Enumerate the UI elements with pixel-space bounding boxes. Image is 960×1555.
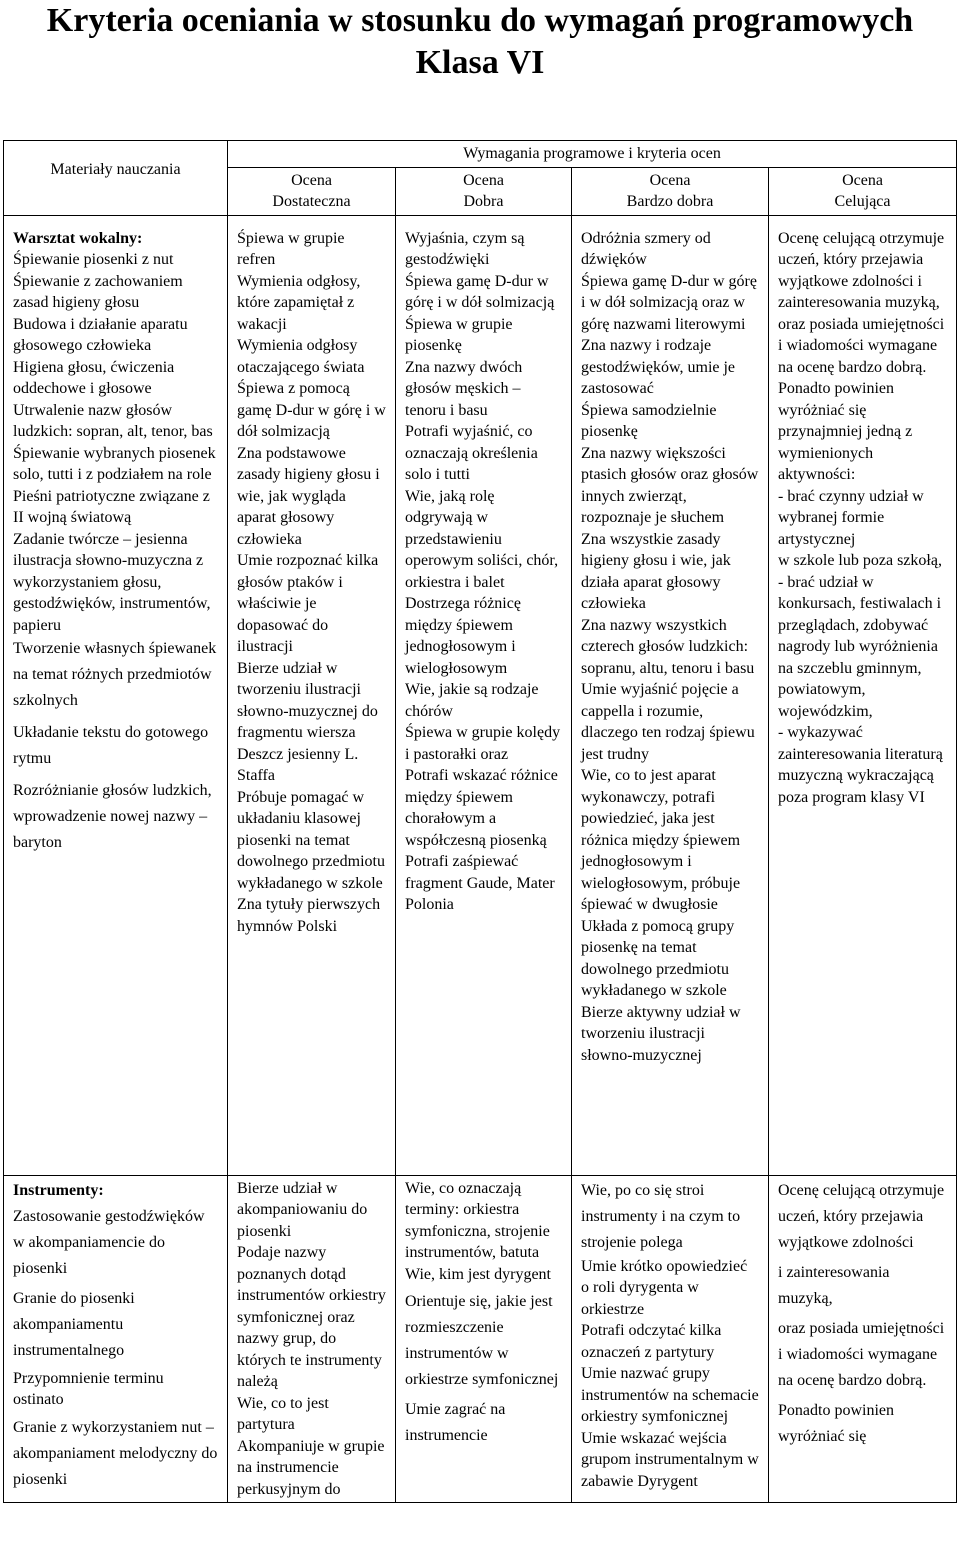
cell-celujaca — [769, 1175, 957, 1503]
column-header-grade: Dobra — [463, 193, 504, 210]
cell-dobra — [396, 1175, 572, 1503]
list-item: Granie z wykorzystaniem nut – akompaniament melodyczny do piosenki — [13, 1418, 218, 1488]
list-item: Śpiewanie wybranych piosenek solo, tutti i z podziałem na role — [13, 444, 216, 483]
cell-bardzo-dobra — [572, 1175, 769, 1503]
list-item: Śpiewa gamę D-dur w górę i w dół solmizacją oraz w górę nazwami literowymi — [581, 272, 757, 333]
list-item: Wie, kim jest dyrygent — [405, 1265, 551, 1283]
list-item: Dostrzega różnicę między śpiewem jednogłosowym i wielogłosowym — [405, 595, 521, 677]
dobra-list — [405, 1178, 562, 1450]
column-header-grade: Celująca — [834, 193, 891, 210]
list-item: Rozróżnianie głosów ludzkich, wprowadzenie nowej nazwy – baryton — [13, 782, 212, 851]
page-subtitle: Klasa VI — [415, 44, 545, 81]
column-header-label: Ocena — [291, 171, 332, 189]
list-item: - wykazywać zainteresowania literaturą muzyczną wykraczającą poza program klasy VI — [778, 724, 943, 806]
list-item: Zna nazwy dwóch głosów męskich – tenoru i basu — [405, 358, 523, 419]
list-item: Wie, co oznaczają terminy: orkiestra symfoniczna, strojenie instrumentów, batuta — [405, 1179, 550, 1261]
list-item: - brać udział w konkursach, festiwalach i przeglądach, zdobywać nagrody lub wyróżnienia na szczeblu gminnym, powiatowym, wojewódzkim, — [778, 573, 942, 720]
bardzo-dobra-list — [581, 1178, 759, 1493]
list-item: oraz posiada umiejętności i wiadomości wymagane na ocenę bardzo dobrą. — [778, 315, 945, 376]
list-item: Śpiewa w grupie piosenkę — [405, 315, 513, 354]
cell-materials — [4, 1175, 228, 1503]
column-header-materials-label: Materiały nauczania — [50, 161, 181, 178]
materials-list — [13, 1178, 218, 1493]
list-item: Budowa i działanie aparatu głosowego człowieka — [13, 315, 188, 354]
list-item: Pieśni patriotyczne związane z II wojną światową — [13, 487, 210, 526]
list-item: Śpiewanie piosenki z nut — [13, 251, 174, 268]
list-item: w szkole lub poza szkołą, — [778, 552, 942, 569]
list-item: Utrwalenie nazw głosów ludzkich: sopran, alt, tenor, bas — [13, 401, 213, 440]
list-item: Układanie tekstu do gotowego rytmu — [13, 724, 209, 767]
list-item: Granie do piosenki akompaniamentu instrumentalnego — [13, 1289, 135, 1359]
list-item: Umie nazwać grupy instrumentów na schemacie orkiestry symfonicznej — [581, 1365, 759, 1425]
column-header-dostateczna — [228, 167, 396, 215]
column-header-dobra — [396, 167, 572, 215]
column-header-materials — [4, 141, 228, 216]
dobra-list — [405, 218, 562, 916]
table-group-header-row — [4, 141, 957, 168]
list-item: Zna nazwy wszystkich czterech głosów ludzkich: sopranu, altu, tenoru i basu — [581, 616, 755, 677]
list-item: Umie wskazać wejścia grupom instrumentalnym w zabawie Dyrygent — [581, 1429, 759, 1490]
bardzo-dobra-list — [581, 218, 759, 1067]
cell-materials — [4, 215, 228, 1175]
list-item: Umie rozpoznać kilka głosów ptaków i właściwie je dopasować do ilustracji — [237, 552, 379, 655]
list-item: Akompaniuje w grupie na instrumencie perkusyjnym do — [237, 1437, 385, 1498]
dostateczna-list — [237, 218, 386, 938]
celujaca-list — [778, 1178, 947, 1450]
materials-list — [13, 218, 218, 857]
column-header-label: Ocena — [842, 171, 883, 189]
list-item: Podaje nazwy poznanych dotąd instrumentów orkiestry symfonicznej oraz nazwy grup, do których te instrumenty należą — [237, 1244, 386, 1390]
list-item: Próbuje pomagać w układaniu klasowej piosenki na temat dowolnego przedmiotu wykładanego w szkole — [237, 788, 385, 892]
list-item: Ocenę celującą otrzymuje uczeń, który przejawia wyjątkowe zdolności i zainteresowania muzyką, — [778, 229, 945, 311]
list-item: Śpiewa z pomocą gamę D-dur w górę i w dół solmizacją — [237, 380, 386, 440]
list-item: Higiena głosu, ćwiczenia oddechowe i głosowe — [13, 358, 175, 397]
list-item: Zna nazwy i rodzaje gestodźwięków, umie je zastosować — [581, 337, 736, 397]
list-item: Zadanie twórcze – jesienna ilustracja słowno-muzyczna z wykorzystaniem głosu, gestodźwięków, instrumentów, papieru — [13, 530, 211, 634]
list-item: Zna nazwy większości ptasich głosów oraz głosów innych zwierząt, rozpoznaje je słuchem — [581, 444, 759, 526]
list-item: Ponadto powinien wyróżniać się przynajmniej jedną z wymienionych aktywności: — [778, 380, 913, 483]
column-header-bardzo-dobra — [572, 167, 769, 215]
cell-dobra — [396, 215, 572, 1175]
cell-bardzo-dobra — [572, 215, 769, 1175]
list-item: Potrafi odczytać kilka oznaczeń z partytury — [581, 1322, 722, 1361]
list-item: Ponadto powinien wyróżniać się — [778, 1401, 894, 1445]
column-header-label: Ocena — [649, 171, 691, 189]
list-item: Zna wszystkie zasady higieny głosu i wie, jak działa aparat głosowy człowieka — [581, 530, 731, 612]
list-item: Układa z pomocą grupy piosenkę na temat dowolnego przedmiotu wykładanego w szkole — [581, 917, 735, 999]
list-item: oraz posiada umiejętności i wiadomości wymagane na ocenę bardzo dobrą. — [778, 1319, 945, 1389]
list-item: Zastosowanie gestodźwięków w akompaniamencie do piosenki — [13, 1207, 205, 1277]
table-row-warsztat-wokalny — [4, 215, 957, 1175]
list-item: - brać czynny udział w wybranej formie artystycznej — [778, 487, 924, 548]
list-item: Umie zagrać na instrumencie — [405, 1401, 506, 1444]
cell-celujaca — [769, 215, 957, 1175]
column-header-celujaca — [769, 167, 957, 215]
criteria-table — [3, 140, 957, 1503]
list-item: Zna tytuły pierwszych hymnów Polski — [237, 896, 381, 935]
list-item: Wie, po co się stroi instrumenty i na czym to strojenie polega — [581, 1181, 741, 1251]
list-item: Tworzenie własnych śpiewanek na temat różnych przedmiotów szkolnych — [13, 640, 217, 709]
column-header-grade: Bardzo dobra — [626, 193, 714, 210]
list-item: Przypomnienie terminu ostinato — [13, 1369, 164, 1408]
list-item: Umie wyjaśnić pojęcie a cappella i rozumie, dlaczego ten rodzaj śpiewu jest trudny — [581, 681, 755, 763]
dostateczna-list — [237, 1178, 386, 1501]
list-item: Wie, co to jest partytura — [237, 1394, 329, 1433]
section-heading: Instrumenty: — [13, 1181, 104, 1199]
list-item: Ocenę celującą otrzymuje uczeń, który przejawia wyjątkowe zdolności — [778, 1181, 945, 1251]
list-item: Śpiewa w grupie refren — [237, 229, 345, 268]
list-item: Potrafi zaśpiewać fragment Gaude, Mater Polonia — [405, 853, 555, 913]
list-item: Wie, co to jest aparat wykonawczy, potrafi powiedzieć, jaka jest różnica między śpiewem jednogłosowym i wielogłosowym, próbuje śpiewać w dwugłosie — [581, 767, 741, 913]
list-item: Potrafi wyjaśnić, co oznaczają określenia solo i tutti — [405, 423, 538, 483]
cell-dostateczna — [228, 1175, 396, 1503]
list-item: Śpiewa gamę D-dur w górę i w dół solmizacją — [405, 272, 555, 311]
list-item: Wymienia odgłosy, które zapamiętał z wakacji — [237, 272, 361, 333]
column-header-label: Ocena — [463, 171, 504, 189]
list-item: Bierze aktywny udział w tworzeniu ilustracji słowno-muzycznej — [581, 1003, 741, 1064]
list-item: Śpiewanie z zachowaniem zasad higieny głosu — [13, 272, 183, 311]
list-item: Potrafi wskazać różnice między śpiewem chorałowym a współczesną piosenką — [405, 767, 558, 849]
column-header-grade: Dostateczna — [272, 193, 351, 210]
list-item: Umie krótko opowiedzieć o roli dyrygenta w orkiestrze — [581, 1257, 748, 1318]
list-item: i zainteresowania muzyką, — [778, 1263, 890, 1307]
list-item: Bierze udział w akompaniowaniu do piosenki — [237, 1179, 368, 1240]
cell-dostateczna — [228, 215, 396, 1175]
section-heading: Warsztat wokalny: — [13, 229, 143, 247]
list-item: Zna podstawowe zasady higieny głosu i wie, jak wygląda aparat głosowy człowieka — [237, 444, 380, 548]
list-item: Bierze udział w tworzeniu ilustracji słowno-muzycznej do fragmentu wiersza Deszcz jesienny L. Staffa — [237, 659, 378, 784]
list-item: Wymienia odgłosy otaczającego świata — [237, 337, 365, 376]
list-item: Wyjaśnia, czym są gestodźwięki — [405, 229, 525, 268]
celujaca-list — [778, 218, 947, 809]
table-row-instrumenty — [4, 1175, 957, 1503]
page-title: Kryteria oceniania w stosunku do wymagań programowych — [46, 2, 914, 39]
list-item: Odróżnia szmery od dźwięków — [581, 229, 711, 268]
list-item: Śpiewa w grupie kolędy i pastorałki oraz — [405, 724, 561, 763]
list-item: Wie, jakie są rodzaje chórów — [405, 681, 539, 720]
list-item: Śpiewa samodzielnie piosenkę — [581, 401, 717, 440]
list-item: Orientuje się, jakie jest rozmieszczenie instrumentów w orkiestrze symfonicznej — [405, 1293, 559, 1388]
group-header: Wymagania programowe i kryteria ocen — [228, 141, 957, 168]
list-item: Wie, jaką rolę odgrywają w przedstawieniu operowym soliści, chór, orkiestra i balet — [405, 487, 559, 591]
